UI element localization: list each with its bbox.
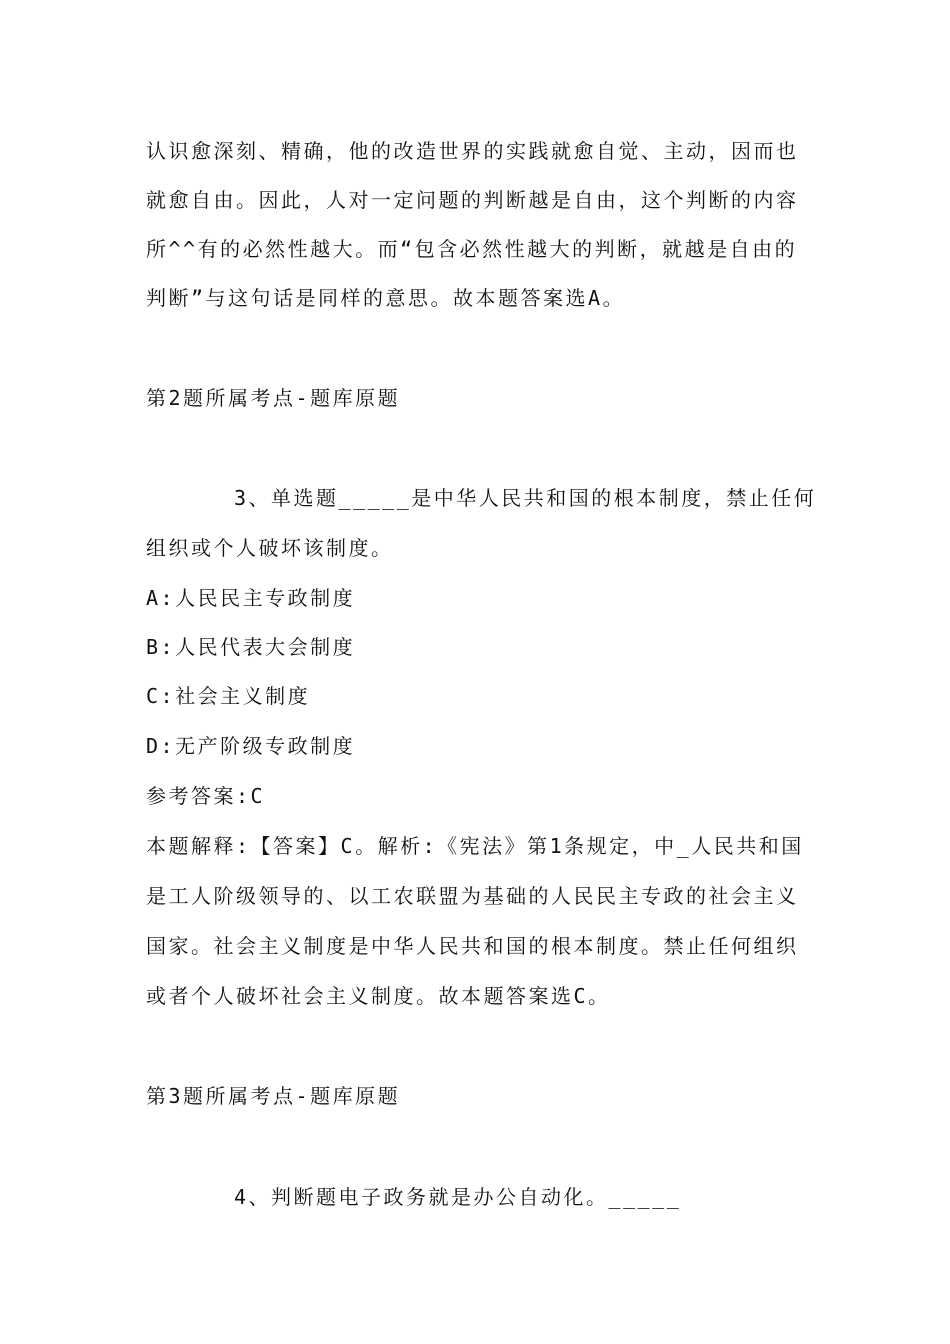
question-stem: 4、判断题电子政务就是办公自动化。_____ (234, 1185, 682, 1209)
section-heading: 第2题所属考点-题库原题 (146, 386, 401, 410)
option-b: B:人民代表大会制度 (146, 635, 356, 659)
explanation-line: 是工人阶级领导的、以工农联盟为基础的人民民主专政的社会主义 (146, 884, 799, 908)
explanation-line: 本题解释:【答案】C。解析:《宪法》第1条规定，中_人民共和国 (146, 834, 804, 858)
option-d: D:无产阶级专政制度 (146, 734, 356, 758)
question-stem: 3、单选题_____是中华人民共和国的根本制度，禁止任何 (234, 486, 817, 510)
explanation-line: 判断”与这句话是同样的意思。故本题答案选A。 (146, 286, 626, 310)
explanation-line: 就愈自由。因此，人对一定问题的判断越是自由，这个判断的内容 (146, 188, 799, 212)
section-heading: 第3题所属考点-题库原题 (146, 1084, 401, 1108)
reference-answer: 参考答案:C (146, 784, 266, 808)
option-c: C:社会主义制度 (146, 684, 311, 708)
explanation-line: 或者个人破坏社会主义制度。故本题答案选C。 (146, 984, 611, 1008)
explanation-line: 国家。社会主义制度是中华人民共和国的根本制度。禁止任何组织 (146, 934, 799, 958)
question-stem: 组织或个人破坏该制度。 (146, 536, 394, 560)
explanation-line: 所^^有的必然性越大。而“包含必然性越大的判断，就越是自由的 (146, 237, 798, 261)
explanation-line: 认识愈深刻、精确，他的改造世界的实践就愈自觉、主动，因而也 (146, 139, 799, 163)
option-a: A:人民民主专政制度 (146, 586, 356, 610)
